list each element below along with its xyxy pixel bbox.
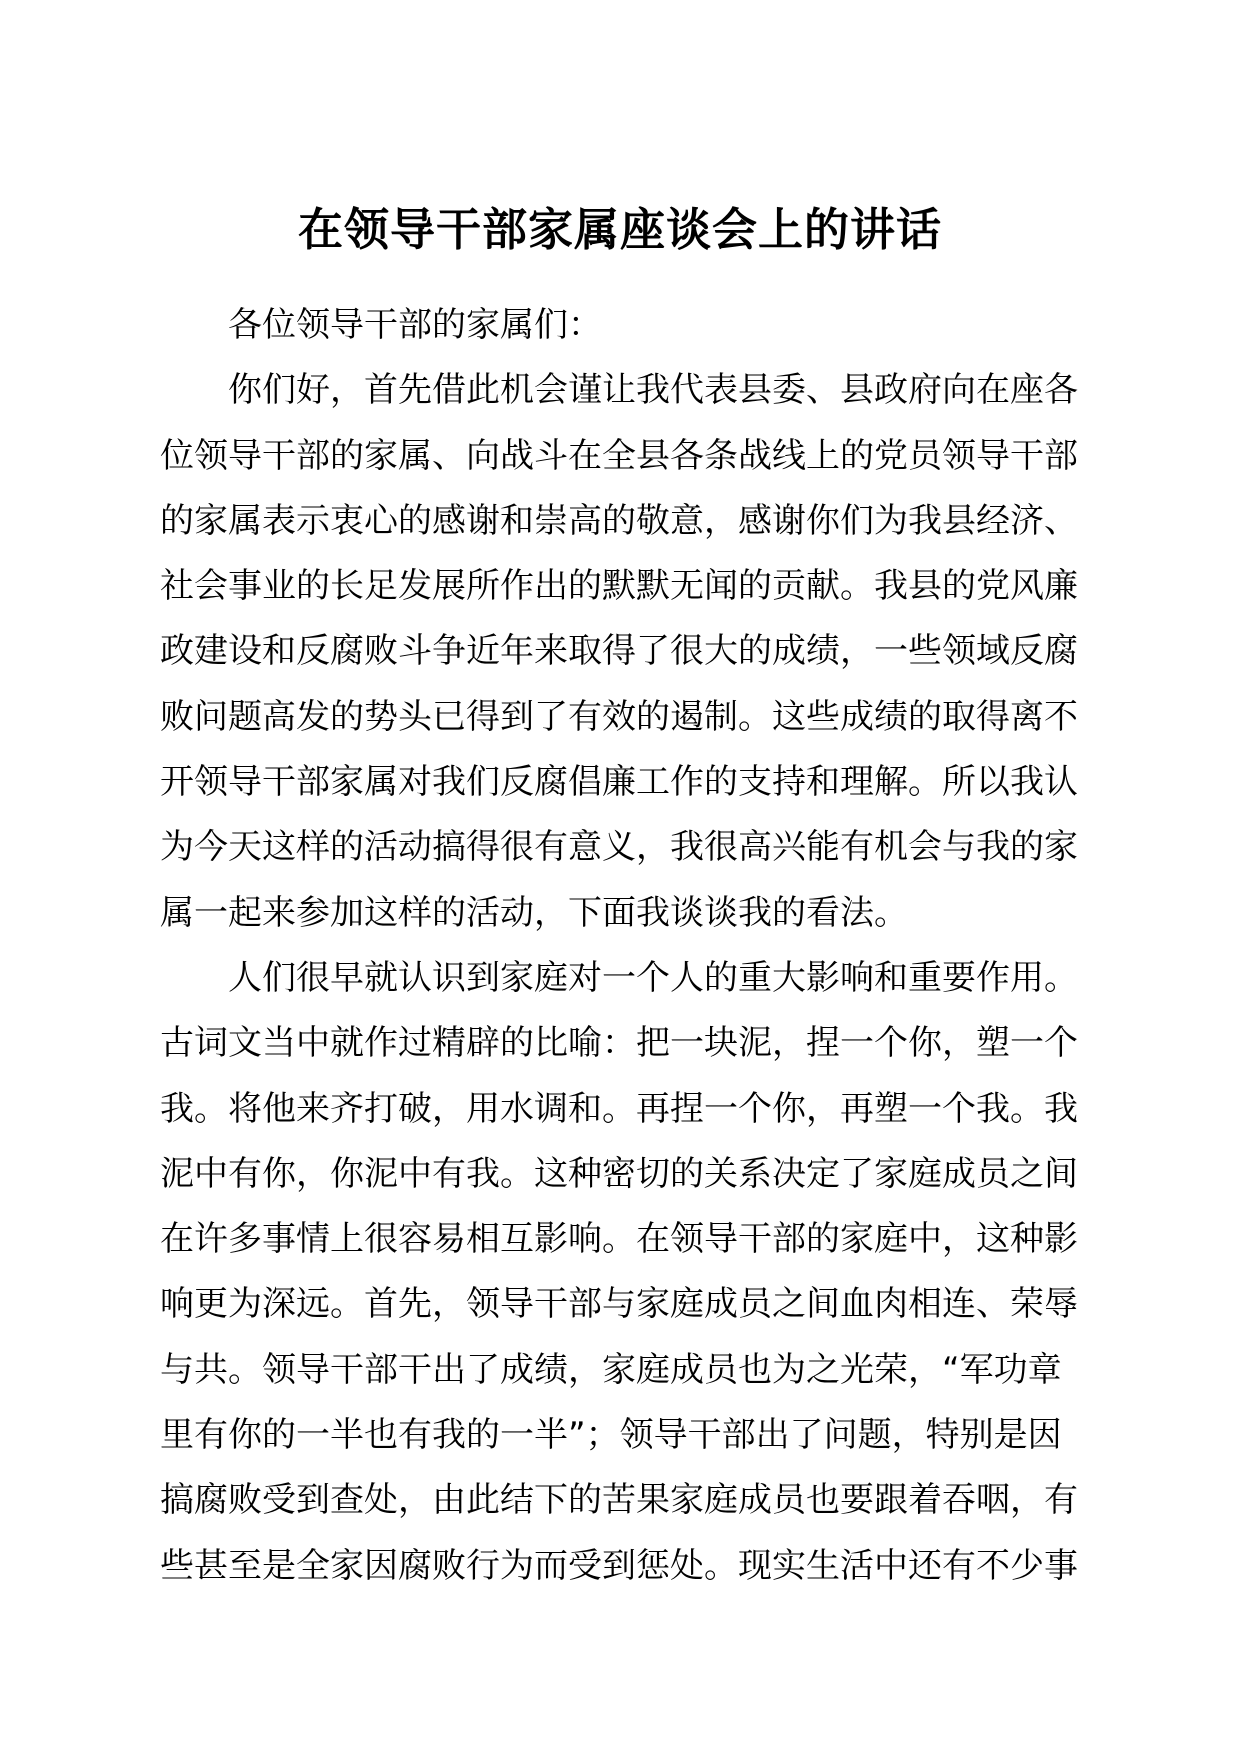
paragraph-line: 些甚至是全家因腐败行为而受到惩处。现实生活中还有不少事 [160,1545,1078,1586]
paragraph-line: 败问题高发的势头已得到了有效的遏制。这些成绩的取得离不 [160,696,1078,737]
document-title: 在领导干部家属座谈会上的讲话 [297,203,942,256]
paragraph-line: 为今天这样的活动搞得很有意义，我很高兴能有机会与我的家 [160,827,1078,868]
paragraph-line: 社会事业的长足发展所作出的默默无闻的贡献。我县的党风廉 [160,566,1078,607]
paragraph-line: 你们好，首先借此机会谨让我代表县委、县政府向在座各 [228,370,1078,411]
paragraph-line: 在许多事情上很容易相互影响。在领导干部的家庭中，这种影 [160,1219,1078,1260]
paragraph-line: 古词文当中就作过精辟的比喻：把一块泥，捏一个你，塑一个 [160,1023,1078,1064]
paragraph-line: 位领导干部的家属、向战斗在全县各条战线上的党员领导干部 [160,435,1078,476]
paragraph-line: 里有你的一半也有我的一半”；领导干部出了问题，特别是因 [160,1415,1062,1456]
paragraph-line: 人们很早就认识到家庭对一个人的重大影响和重要作用。 [228,957,1078,998]
paragraph-line: 搞腐败受到查处，由此结下的苦果家庭成员也要跟着吞咽，有 [160,1480,1078,1521]
paragraph-line: 与共。领导干部干出了成绩，家庭成员也为之光荣，“军功章 [160,1349,1062,1390]
paragraph-line: 我。将他来齐打破，用水调和。再捏一个你，再塑一个我。我 [160,1088,1078,1129]
paragraph-line: 开领导干部家属对我们反腐倡廉工作的支持和理解。所以我认 [160,762,1078,803]
paragraph-line: 响更为深远。首先，领导干部与家庭成员之间血肉相连、荣辱 [160,1284,1078,1325]
paragraph-line: 的家属表示衷心的感谢和崇高的敬意，感谢你们为我县经济、 [160,500,1078,541]
salutation-line: 各位领导干部的家属们： [228,305,602,345]
document-body [160,293,1092,1599]
paragraph-line: 泥中有你，你泥中有我。这种密切的关系决定了家庭成员之间 [160,1153,1078,1194]
paragraph-line: 属一起来参加这样的活动，下面我谈谈我的看法。 [160,892,908,933]
paragraph-line: 政建设和反腐败斗争近年来取得了很大的成绩，一些领域反腐 [160,631,1078,672]
